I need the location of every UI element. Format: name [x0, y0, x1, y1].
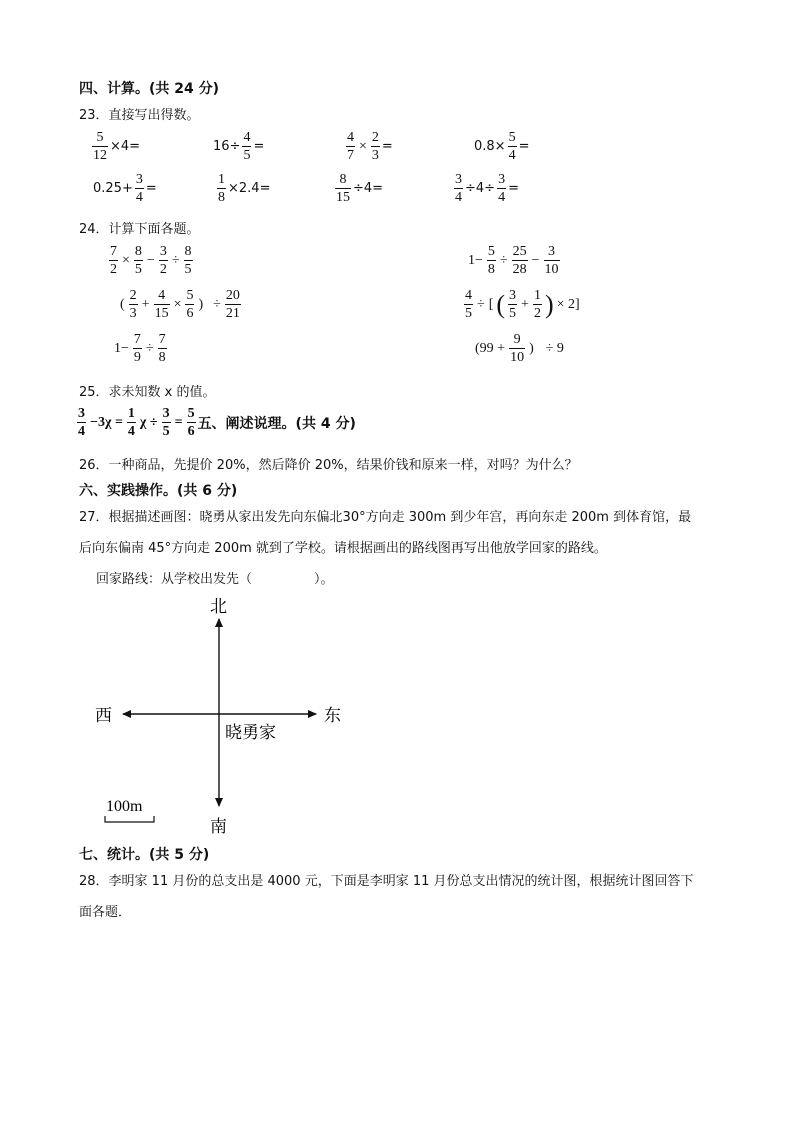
- denominator: 5: [243, 148, 251, 163]
- q24-expr-3: [118, 288, 243, 321]
- west-label: 西: [95, 706, 112, 726]
- numerator: 8: [184, 244, 192, 259]
- q23-item-tail: =: [381, 139, 393, 154]
- q23-item-2: [213, 130, 264, 163]
- open-paren: (99 +: [475, 340, 506, 356]
- numerator: 2: [371, 130, 379, 145]
- numerator: 25: [512, 244, 527, 259]
- q23-item-tail: ÷4=: [353, 181, 384, 196]
- numerator: 5: [508, 130, 516, 145]
- lead: 1−: [468, 252, 483, 268]
- q23-item-1: [90, 130, 140, 163]
- q23-item-6: [215, 172, 270, 205]
- denominator: 28: [512, 262, 527, 277]
- q23-item-tail: ×4=: [110, 139, 141, 154]
- denominator: 2: [533, 306, 541, 321]
- q23-item-tail: =: [518, 139, 530, 154]
- operator: =: [174, 414, 183, 430]
- numerator: 9: [513, 332, 521, 347]
- operator: −: [531, 252, 540, 268]
- denominator: 15: [154, 306, 169, 321]
- q27-text-line-1: 27．根据描述画图：晓勇从家出发先向东偏北30°方向走 300m 到少年宫，再向东走 200m 到体育馆，最: [79, 510, 692, 525]
- numerator: 4: [243, 130, 251, 145]
- scale-bar: [105, 816, 154, 822]
- operator: +: [521, 296, 529, 312]
- q25-equation: [75, 406, 356, 439]
- q27-text-line-2: 后向东偏南 45°方向走 200m 就到了学校。请根据画出的路线图再写出他放学回家的路线。: [79, 541, 607, 556]
- numerator: 8: [339, 172, 347, 187]
- operator: −3χ =: [90, 414, 123, 430]
- denominator: 5: [465, 306, 472, 321]
- numerator: 1: [127, 406, 135, 421]
- numerator: 7: [133, 332, 141, 347]
- numerator: 5: [187, 406, 195, 421]
- q24-text: 24．计算下面各题。: [79, 222, 200, 237]
- q24-expr-5: [112, 332, 169, 365]
- operator: ÷: [477, 296, 485, 312]
- q23-item-5: [93, 172, 157, 205]
- denominator: 7: [347, 148, 354, 163]
- numerator: 3: [498, 172, 506, 187]
- close-paren: ): [544, 289, 554, 319]
- scale-label: 100m: [106, 798, 143, 815]
- numerator: 3: [509, 288, 517, 303]
- denominator: 10: [544, 262, 559, 277]
- denominator: 5: [134, 262, 142, 277]
- numerator: 3: [455, 172, 462, 187]
- numerator: 5: [186, 288, 194, 303]
- south-label: 南: [210, 817, 227, 837]
- denominator: 4: [135, 190, 143, 205]
- denominator: 8: [487, 262, 495, 277]
- numerator: 3: [78, 406, 85, 421]
- route-answer: [96, 568, 334, 587]
- numerator: 3: [548, 244, 555, 259]
- q28-text-line-1: 28．李明家 11 月份的总支出是 4000 元，下面是李明家 11 月份总支出情况的统计图，根据统计图回答下: [79, 874, 694, 889]
- operator: −: [146, 252, 155, 268]
- open-paren: (: [496, 289, 506, 319]
- operator: ÷: [213, 296, 221, 312]
- denominator: 5: [509, 306, 517, 321]
- q23-item-tail: =: [145, 181, 157, 196]
- denominator: 10: [510, 350, 525, 365]
- section-5-title: 五、阐述说理。(共 4 分): [197, 415, 356, 432]
- operator: ÷4÷: [465, 181, 496, 196]
- denominator: 9: [133, 350, 141, 365]
- operator: ÷: [171, 252, 180, 268]
- numerator: 1: [218, 172, 225, 187]
- denominator: 12: [93, 148, 107, 163]
- operator: ÷: [145, 340, 154, 356]
- operator: ×: [173, 296, 182, 312]
- numerator: 7: [110, 244, 117, 259]
- numerator: 3: [135, 172, 143, 187]
- q23-item-4: [474, 130, 529, 163]
- denominator: 4: [508, 148, 516, 163]
- denominator: 4: [455, 190, 462, 205]
- denominator: 4: [78, 424, 85, 439]
- home-label: 晓勇家: [225, 723, 276, 743]
- section-6-title: 六、实践操作。(共 6 分): [79, 483, 238, 499]
- denominator: 2: [159, 262, 167, 277]
- numerator: 3: [159, 244, 167, 259]
- q24-expr-6: [473, 332, 566, 365]
- denominator: 8: [158, 350, 166, 365]
- q26-text: 26．一种商品，先提价 20%，然后降价 20%，结果价钱和原来一样，对吗？为什么？: [79, 458, 578, 473]
- numerator: 2: [129, 288, 137, 303]
- numerator: 1: [533, 288, 541, 303]
- numerator: 3: [162, 406, 170, 421]
- numerator: 4: [465, 288, 472, 303]
- operator: ×: [359, 138, 367, 154]
- q24-expr-2: [466, 244, 562, 277]
- numerator: 5: [487, 244, 495, 259]
- q23-item-7: [333, 172, 383, 205]
- operator: ÷: [499, 252, 508, 268]
- numerator: 8: [134, 244, 142, 259]
- numerator: 5: [96, 130, 104, 145]
- denominator: 21: [225, 306, 240, 321]
- close-paren: ): [198, 296, 204, 312]
- tail: × 2]: [556, 296, 580, 312]
- q23-item-3: [344, 130, 393, 163]
- denominator: 5: [184, 262, 192, 277]
- tail: ÷ 9: [545, 340, 564, 356]
- denominator: 3: [129, 306, 137, 321]
- q23-item-lead: 16÷: [213, 139, 241, 154]
- q23-text: 23．直接写出得数。: [79, 108, 200, 123]
- operator: +: [141, 296, 150, 312]
- denominator: 6: [186, 306, 194, 321]
- operator: χ ÷: [139, 414, 158, 430]
- lead: 1−: [114, 340, 129, 356]
- section-4-title: 四、计算。(共 24 分): [79, 81, 220, 97]
- open-bracket: [: [488, 296, 494, 312]
- operator: ×: [122, 252, 130, 268]
- denominator: 3: [371, 148, 379, 163]
- q23-item-lead: 0.25+: [93, 181, 133, 196]
- east-label: 东: [324, 706, 341, 726]
- q23-item-tail: ×2.4=: [228, 181, 271, 196]
- q23-item-tail: =: [508, 181, 519, 196]
- open-paren: (: [120, 296, 125, 312]
- denominator: 15: [336, 190, 350, 205]
- numerator: 4: [347, 130, 354, 145]
- denominator: 4: [498, 190, 506, 205]
- close-paren: ): [529, 340, 534, 356]
- denominator: 2: [110, 262, 117, 277]
- q24-expr-4: [462, 288, 582, 321]
- numerator: 4: [158, 288, 166, 303]
- q23-item-8: [452, 172, 519, 205]
- q23-item-lead: 0.8×: [474, 139, 506, 154]
- numerator: 20: [225, 288, 240, 303]
- route-close: ）。: [314, 572, 334, 587]
- route-label: 回家路线：从学校出发先（: [96, 572, 253, 587]
- compass-diagram: [80, 592, 370, 842]
- denominator: 8: [218, 190, 225, 205]
- section-7-title: 七、统计。(共 5 分): [79, 847, 210, 863]
- numerator: 7: [158, 332, 166, 347]
- q23-item-tail: =: [253, 139, 265, 154]
- denominator: 6: [187, 424, 195, 439]
- q25-text: 25．求未知数 x 的值。: [79, 385, 216, 400]
- denominator: 4: [127, 424, 135, 439]
- north-label: 北: [210, 597, 227, 617]
- q28-text-line-2: 面各题．: [79, 905, 132, 920]
- denominator: 5: [162, 424, 170, 439]
- q24-expr-1: [107, 244, 195, 277]
